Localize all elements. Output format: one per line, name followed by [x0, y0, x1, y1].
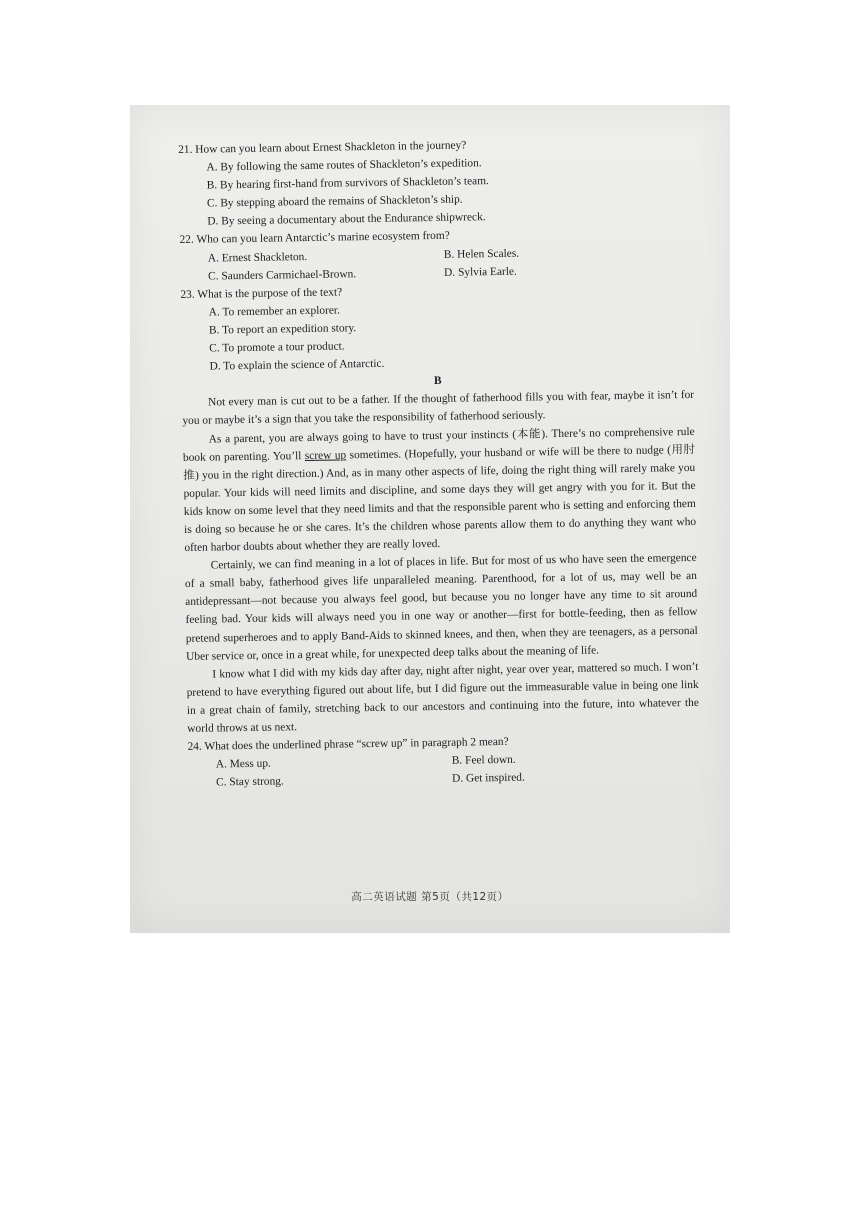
question-24 — [187, 730, 700, 792]
option-a: A. Ernest Shackleton. — [207, 250, 308, 265]
option-b: B. By hearing first-hand from survivors of Shackleton’s team. — [206, 175, 489, 192]
option-a: A. To remember an explorer. — [208, 304, 340, 319]
option-b: B. To report an expedition story. — [208, 322, 357, 337]
paragraph-4: I know what I did with my kids day after day, night after night, year over year, mattered so much. I won’t pretend to have everything figured out about life, but I did figure out the immeasurable value in being one link in a great chain of family, stretching back to our ancestors and continuing into the future, into whatever the world throws at us next. — [186, 660, 699, 735]
scanned-page-photo — [130, 105, 730, 933]
exam-sheet — [178, 133, 700, 792]
option-b: B. Helen Scales. — [443, 247, 520, 261]
option-d: D. To explain the science of Antarctic. — [209, 357, 385, 373]
option-d: D. By seeing a documentary about the Endurance shipwreck. — [207, 211, 486, 228]
option-a: A. Mess up. — [215, 757, 271, 771]
section-heading: B — [433, 375, 442, 388]
option-c: C. By stepping aboard the remains of Shackleton’s ship. — [206, 193, 463, 210]
page-footer: 高二英语试题 第5页（共12页） — [351, 891, 509, 903]
paragraph-2-end: sometimes. (Hopefully, your husband or wife will be there to nudge (用肘推) you in the right direction.) And, as in many other aspects of life, doing the right thing will rarely make you popular. Your kids will need limits and discipline, and some days they will get angry with you for it. But the kids know on some level that they need limits and that the responsible parent who is setting and enforcing them is doing so because he or she cares. It’s the children whose parents allow them to do anything they want who often harbor doubts about whether they are really loved. — [183, 443, 697, 555]
question-stem: 24. What does the underlined phrase “screw up” in paragraph 2 mean? — [187, 735, 509, 754]
option-c: C. To promote a tour product. — [209, 340, 345, 355]
option-b: B. Feel down. — [451, 753, 516, 767]
underlined-phrase: screw up — [304, 448, 347, 462]
question-stem: 22. Who can you learn Antarctic’s marine ecosystem from? — [179, 230, 450, 247]
option-d: D. Sylvia Earle. — [444, 265, 517, 279]
option-c: C. Stay strong. — [215, 775, 284, 789]
paragraph-1: Not every man is cut out to be a father. If the thought of fatherhood fills you with fear, maybe it isn’t for you or maybe it’s a sign that you take the responsibility of fatherhood seriously. — [182, 389, 695, 428]
option-d: D. Get inspired. — [451, 771, 525, 786]
paragraph-2 — [183, 422, 697, 557]
reading-passage — [182, 386, 699, 738]
option-c: C. Saunders Carmichael-Brown. — [208, 267, 357, 283]
paragraph-2-start: As a parent, you are always going to have to trust your instincts (本能). There’s no comprehensive rule book on parenting. You’ll — [182, 425, 695, 464]
question-21 — [178, 133, 691, 231]
paragraph-3: Certainly, we can find meaning in a lot of places in life. But for most of us who have seen the emergence of a small baby, fatherhood gives life unparalleled meaning. Parenthood, for a lot of us, may well be an antidepressant—not because you always feel good, but because you no longer have any time to sit around feeling bad. Your kids will always need you in one way or another—first for bottle-feeding, then as fellow pretend superheroes and to apply Band-Aids to skinned knees, and then, when they are teenagers, as a personal Uber service or, once in a great while, for unexpected deep talks about the meaning of life. — [184, 552, 698, 663]
question-stem: 21. How can you learn about Ernest Shackleton in the journey? — [178, 139, 467, 156]
question-stem: 23. What is the purpose of the text? — [180, 286, 343, 301]
option-a: A. By following the same routes of Shackleton’s expedition. — [206, 157, 482, 174]
question-22 — [179, 223, 692, 285]
question-23 — [180, 278, 693, 376]
